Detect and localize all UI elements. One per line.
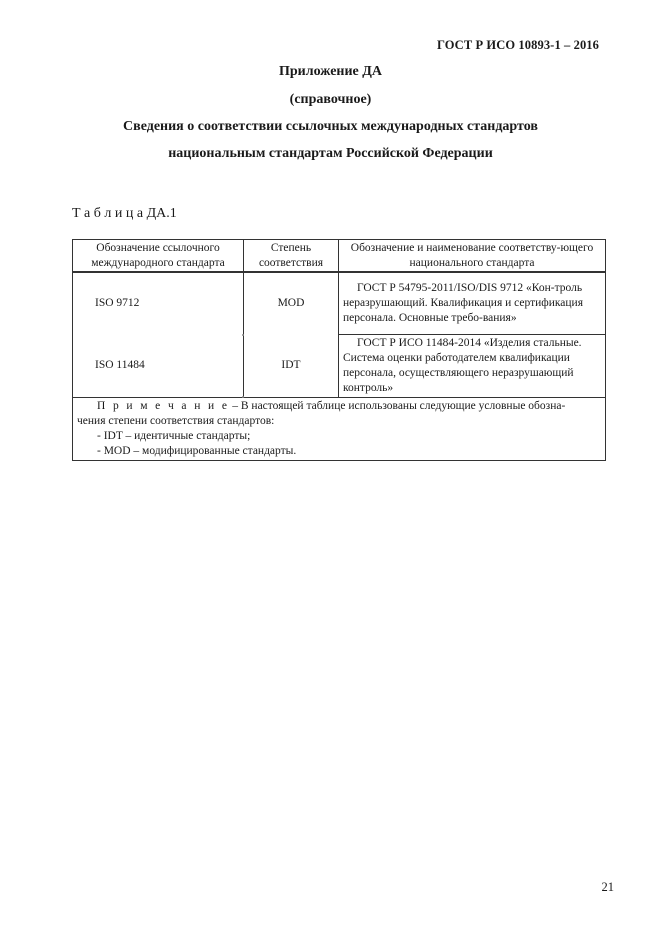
degree-cell: IDT (244, 335, 339, 398)
scan-speck (242, 334, 244, 336)
header-degree: Степень соответствия (244, 240, 339, 273)
reference-standard-cell: ISO 9712 (73, 272, 244, 335)
appendix-subtitle-line-2: национальным стандартам Российской Федерации (168, 146, 493, 161)
header-national-standard: Обозначение и наименование соответству-ющего национального стандарта (339, 240, 606, 273)
national-standard-cell: ГОСТ Р ИСО 11484-2014 «Изделия стальные. Система оценки работодателем квалификации персонала, осуществляющего неразрушающий контроль» (339, 335, 606, 398)
document-code: ГОСТ Р ИСО 10893-1 – 2016 (436, 38, 599, 52)
appendix-type: (справочное) (289, 92, 372, 107)
note-text-2: чения степени соответствия стандартов: (77, 415, 275, 427)
table-row (73, 272, 606, 335)
note-label: П р и м е ч а н и е (97, 400, 230, 412)
table-row (73, 335, 606, 398)
degree-cell: MOD (244, 272, 339, 335)
table-note-row (73, 398, 606, 461)
note-item-idt: - IDT – идентичные стандарты; (97, 430, 251, 442)
correspondence-table (72, 239, 606, 461)
table-header-row (73, 240, 606, 273)
note-line-1 (77, 399, 600, 414)
header-reference-standard: Обозначение ссылочного международного стандарта (73, 240, 244, 273)
appendix-subtitle-line-1: Сведения о соответствии ссылочных международных стандартов (123, 119, 538, 134)
table-note (73, 398, 606, 461)
scan-speck (242, 396, 244, 398)
national-standard-cell: ГОСТ Р 54795-2011/ISO/DIS 9712 «Кон-троль неразрушающий. Квалификация и сертификация персонала. Основные требо-вания» (339, 272, 606, 335)
page-number: 21 (601, 880, 614, 894)
appendix-title: Приложение ДА (278, 64, 383, 79)
note-text-1: – В настоящей таблице использованы следующие условные обозна- (229, 400, 566, 412)
table-caption: Т а б л и ц а ДА.1 (72, 206, 177, 221)
reference-standard-cell: ISO 11484 (73, 335, 244, 398)
note-item-mod: - MOD – модифицированные стандарты. (97, 445, 297, 457)
